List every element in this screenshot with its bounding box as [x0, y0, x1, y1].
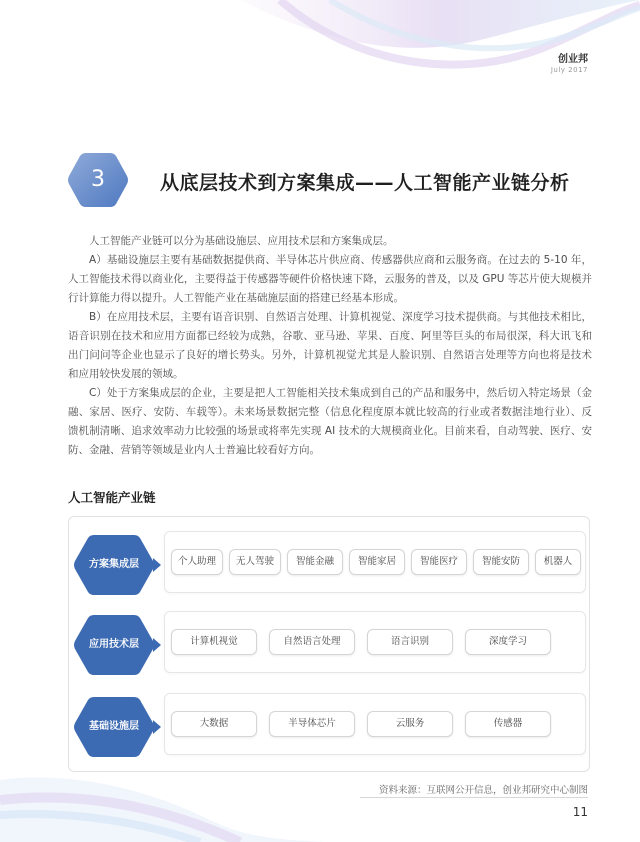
chain-item: 计算机视觉	[171, 629, 257, 655]
decorative-wave-bottom	[0, 760, 330, 842]
brand-name: 创业邦	[558, 54, 588, 65]
issue-date: July 2017	[550, 66, 588, 74]
chain-item: 语言识别	[367, 629, 453, 655]
chain-item: 智能安防	[473, 549, 529, 575]
layer-row-application	[69, 611, 589, 679]
section-title: 从底层技术到方案集成——人工智能产业链分析	[160, 172, 570, 194]
layer-panel	[164, 531, 586, 593]
chain-item: 半导体芯片	[269, 711, 355, 737]
layer-label: 应用技术层	[89, 639, 139, 650]
chain-item: 深度学习	[465, 629, 551, 655]
arrow-right-icon	[153, 558, 161, 572]
layer-label: 基础设施层	[89, 721, 139, 732]
paragraph-intro: 人工智能产业链可以分为基础设施层、应用技术层和方案集成层。	[89, 235, 394, 247]
arrow-right-icon	[153, 720, 161, 734]
layer-row-infrastructure	[69, 693, 589, 761]
chain-item: 智能家居	[349, 549, 405, 575]
chain-item: 个人助理	[171, 549, 223, 575]
chain-item: 大数据	[171, 711, 257, 737]
footer-divider	[360, 797, 588, 798]
brand-header	[551, 50, 588, 74]
arrow-right-icon	[153, 638, 161, 652]
chain-title: 人工智能产业链	[68, 490, 156, 505]
chain-item: 云服务	[367, 711, 453, 737]
paragraph-c: C）处于方案集成层的企业，主要是把人工智能相关技术集成到自己的产品和服务中，然后切入特定场景（金融、家居、医疗、安防、车载等）。未来场景数据完整（信息化程度原本就比较高的行业或者数据洼地行业）、反馈机制清晰、追求效率动力比较强的场景或将率先实现 AI 技术的大规模商业化。目前来看，自动驾驶、医疗、安防、金融、营销等领域是业内人士普遍比较看好方向。	[68, 387, 592, 456]
layer-label: 方案集成层	[89, 559, 139, 570]
paragraph-b: B）在应用技术层，主要有语音识别、自然语言处理、计算机视觉、深度学习技术提供商。与其他技术相比，语音识别在技术和应用方面都已经较为成熟，谷歌、亚马逊、苹果、百度、阿里等巨头的布局很深，科大讯飞和出门问问等企业也显示了良好的增长势头。另外，计算机视觉尤其是人脸识别、自然语言处理等方向也将是技术和应用较快发展的领域。	[68, 311, 592, 380]
page-number: 11	[572, 805, 588, 819]
chain-item: 智能医疗	[411, 549, 467, 575]
source-note: 资料来源：互联网公开信息，创业邦研究中心制图	[378, 785, 588, 796]
chain-item: 智能金融	[287, 549, 343, 575]
industry-chain-diagram	[68, 516, 590, 772]
section-number: 3	[91, 167, 105, 192]
body-text	[68, 232, 592, 460]
layer-panel	[164, 693, 586, 755]
chain-item: 自然语言处理	[269, 629, 355, 655]
chain-item: 传感器	[465, 711, 551, 737]
layer-row-solution	[69, 531, 589, 599]
layer-panel	[164, 611, 586, 673]
paragraph-a: A）基础设施层主要有基础数据提供商、半导体芯片供应商、传感器供应商和云服务商。在过去的 5-10 年，人工智能技术得以商业化，主要得益于传感器等硬件价格快速下降，云服务的普及，以及 GPU 等芯片使大规模并行计算能力得以提升。人工智能产业在基础施层面的搭建已经基本形成。	[68, 254, 592, 304]
decorative-wave-top	[240, 0, 640, 95]
chain-item: 机器人	[535, 549, 581, 575]
chain-item: 无人驾驶	[229, 549, 281, 575]
